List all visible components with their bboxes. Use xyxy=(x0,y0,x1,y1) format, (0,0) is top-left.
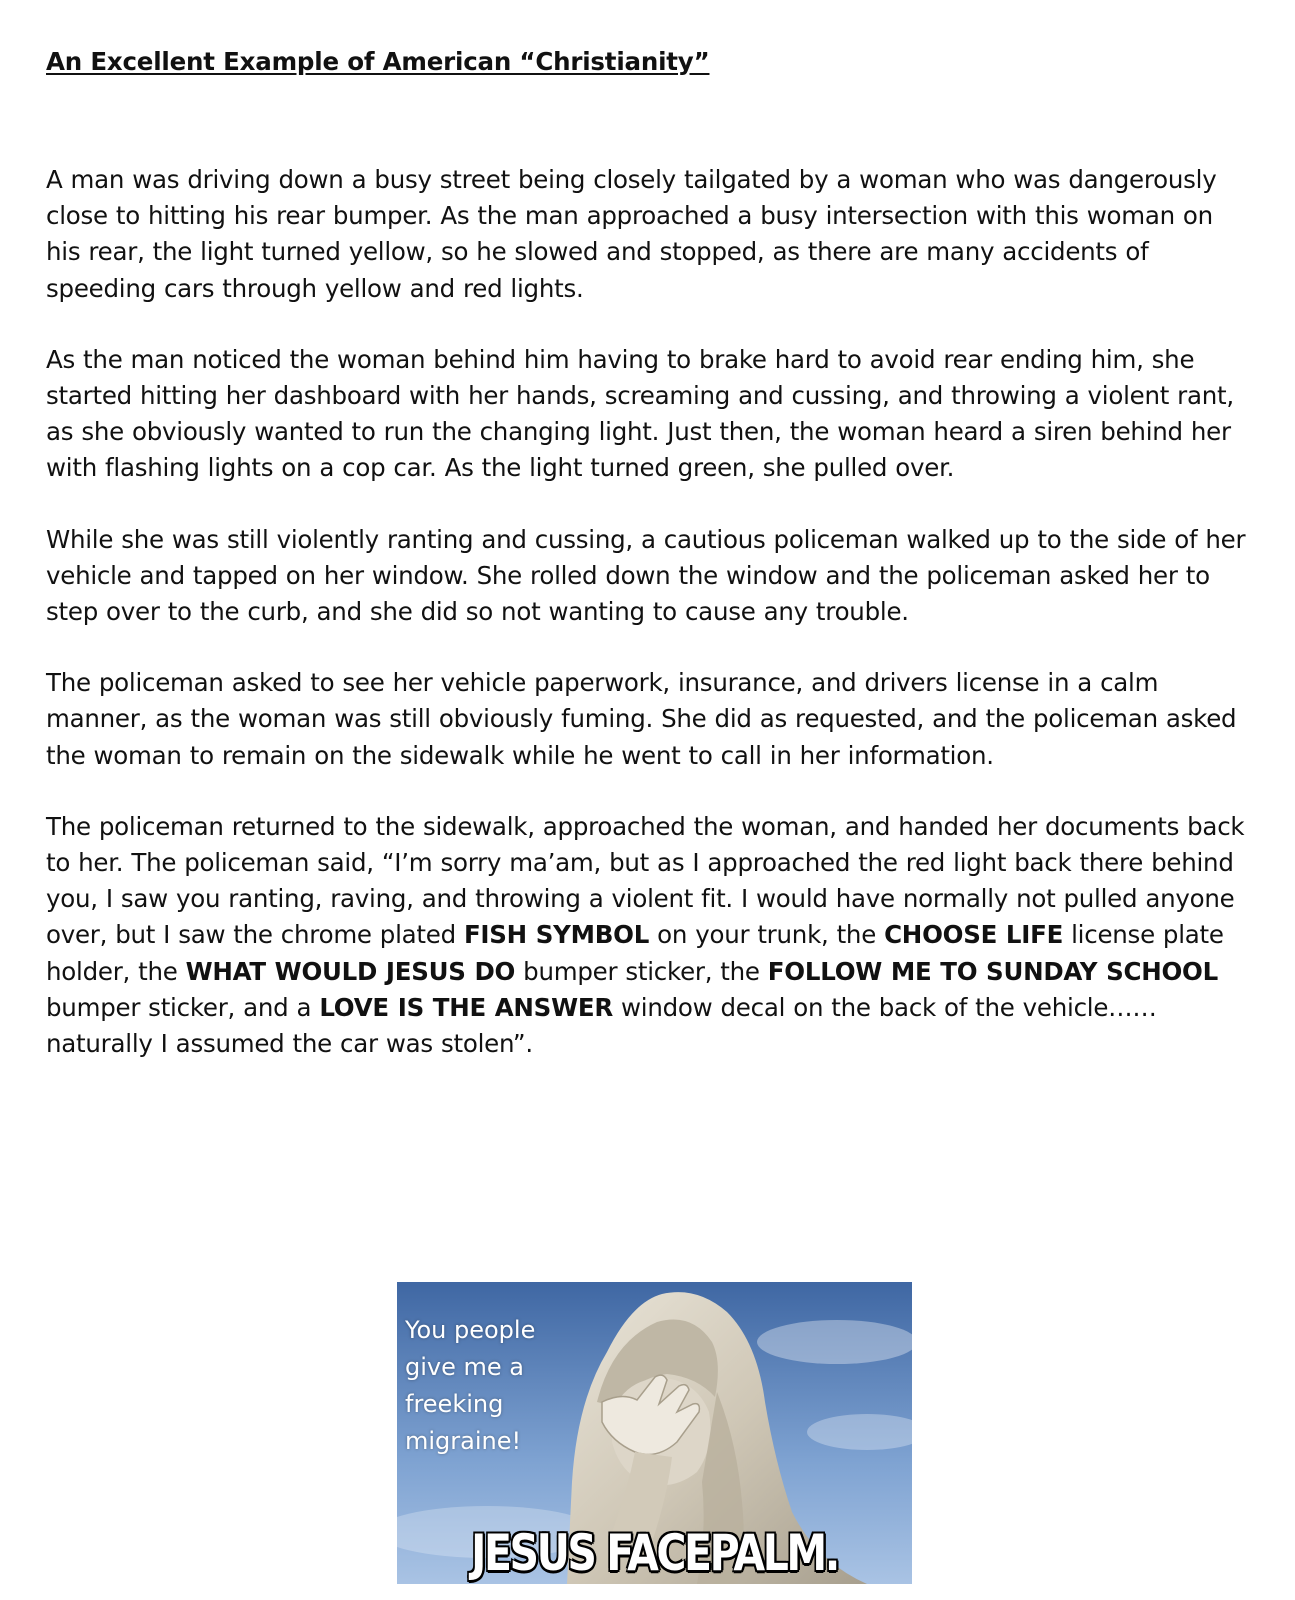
document-paragraph xyxy=(46,342,1251,487)
meme-caption xyxy=(405,1312,565,1460)
paragraph-text: on your trunk, the xyxy=(649,920,885,950)
emphasized-phrase: FISH SYMBOL xyxy=(463,920,650,950)
document-paragraph xyxy=(46,809,1251,1062)
paragraph-text: While she was still violently ranting and cussing, a cautious policeman walked up to the side of her vehicle and tapped on her window. She rolled down the window and the policeman asked her to step over to the curb, and she did so not wanting to cause any trouble. xyxy=(46,524,1246,627)
paragraph-text: bumper sticker, the xyxy=(515,956,768,986)
paragraph-text: A man was driving down a busy street being closely tailgated by a woman who was dangerously close to hitting his rear bumper. As the man approached a busy intersection with this woman on his rear, the light turned yellow, so he slowed and stopped, as there are many accidents of speeding cars through yellow and red lights. xyxy=(46,165,1217,303)
document-body xyxy=(46,162,1251,1062)
facepalm-meme-image xyxy=(397,1282,912,1584)
emphasized-phrase: WHAT WOULD JESUS DO xyxy=(185,956,516,986)
emphasized-phrase: LOVE IS THE ANSWER xyxy=(319,992,613,1022)
document-paragraph xyxy=(46,162,1251,307)
paragraph-text: license plate holder, the xyxy=(46,920,1224,986)
meme-caption-line: freeking xyxy=(405,1390,504,1418)
paragraph-text: As the man noticed the woman behind him having to brake hard to avoid rear ending him, she started hitting her dashboard with her hands, screaming and cussing, and throwing a violent rant, as she obviously wanted to run the changing light. Just then, the woman heard a siren behind her with flashing lights on a cop car. As the light turned green, she pulled over. xyxy=(46,344,1234,483)
meme-caption-line: migraine! xyxy=(405,1427,522,1455)
document-paragraph xyxy=(46,665,1251,774)
emphasized-phrase: CHOOSE LIFE xyxy=(884,920,1064,950)
meme-caption-line: give me a xyxy=(405,1353,524,1381)
paragraph-text: window decal on the back of the vehicle……naturally I assumed the car was stolen”. xyxy=(46,992,1157,1059)
document-page xyxy=(46,44,1251,1097)
paragraph-text: bumper sticker, and a xyxy=(46,992,320,1022)
meme-bottom-text: JESUS FACEPALM. xyxy=(471,1524,838,1582)
paragraph-text: The policeman asked to see her vehicle paperwork, insurance, and drivers license in a calm manner, as the woman was still obviously fuming. She did as requested, and the policeman asked the woman to remain on the sidewalk while he went to call in her information. xyxy=(46,668,1237,770)
document-title: An Excellent Example of American “Christianity” xyxy=(46,47,710,76)
meme-caption-line: You people xyxy=(405,1316,536,1344)
document-paragraph xyxy=(46,522,1251,631)
paragraph-text: The policeman returned to the sidewalk, approached the woman, and handed her documents back to her. The policeman said, “I’m sorry ma’am, but as I approached the red light back there behind you, I saw you ranting, raving, and throwing a violent fit. I would have normally not pulled anyone over, but I saw the chrome plated xyxy=(46,811,1245,950)
emphasized-phrase: FOLLOW ME TO SUNDAY SCHOOL xyxy=(767,956,1218,986)
